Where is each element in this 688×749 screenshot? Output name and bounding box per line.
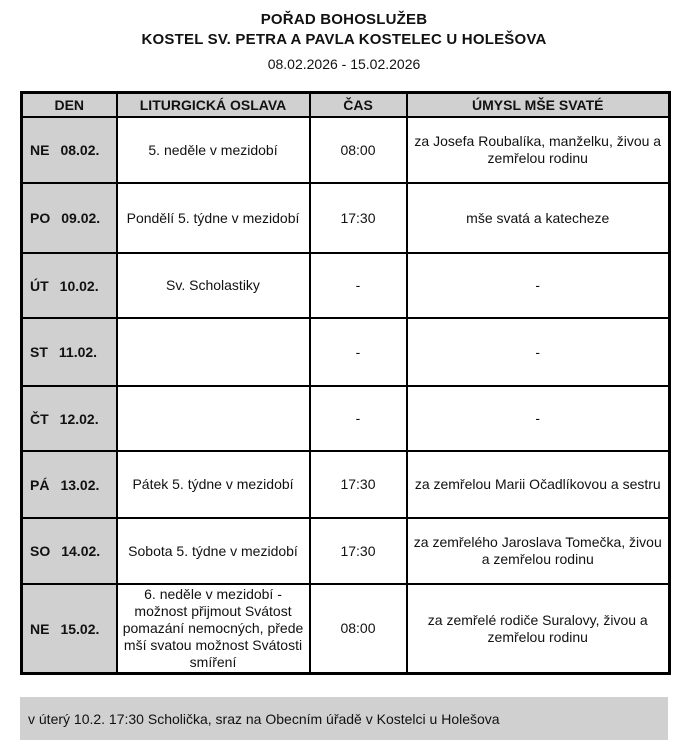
celebration-cell: Pátek 5. týdne v mezidobí [117,451,310,518]
day-cell [22,117,117,183]
intention-cell: - [407,253,670,318]
document-header [0,0,688,73]
day-date: 10.02. [59,277,99,294]
table-row [22,451,670,518]
page-title: POŘAD BOHOSLUŽEB [260,11,428,28]
schedule-table [20,91,671,675]
table-row [22,584,670,674]
intention-cell: - [407,386,670,451]
day-date: 08.02. [60,142,100,158]
day-date: 11.02. [58,344,98,360]
time-cell: 17:30 [310,451,407,518]
day-cell [22,386,117,451]
day-abbr: NE [30,142,50,158]
table-row [22,253,670,318]
day-date: 15.02. [60,620,100,637]
celebration-cell: Sv. Scholastiky [117,253,310,318]
intention-cell: za zemřelé rodiče Suralovy, živou a zemřelou rodinu [407,584,670,674]
col-header-intention: ÚMYSL MŠE SVATÉ [407,93,670,118]
table-header [22,93,670,118]
celebration-cell: 6. neděle v mezidobí - možnost přijmout Svátost pomazání nemocných, přede mší svatou možnost Svátosti smíření [117,584,310,674]
table-row [22,117,670,183]
time-cell: - [310,318,407,386]
day-cell [22,584,117,674]
day-cell [22,451,117,518]
table-row [22,518,670,584]
day-abbr: NE [30,620,50,637]
intention-cell: - [407,318,670,386]
table-body [22,117,670,674]
table-row [22,183,670,253]
time-cell: - [310,386,407,451]
intention-cell: mše svatá a katecheze [407,183,670,253]
celebration-cell [117,386,310,451]
day-abbr: PO [30,210,51,226]
day-abbr: ÚT [30,277,49,294]
col-header-day: DEN [22,93,117,118]
day-abbr: PÁ [30,476,50,493]
time-cell: 08:00 [310,117,407,183]
day-cell [22,183,117,253]
day-cell [22,253,117,318]
day-cell [22,318,117,386]
time-cell: 08:00 [310,584,407,674]
celebration-cell [117,318,310,386]
celebration-cell: Sobota 5. týdne v mezidobí [117,518,310,584]
table-row [22,386,670,451]
day-cell [22,518,117,584]
col-header-celebration: LITURGICKÁ OSLAVA [117,93,310,118]
footer-note-bar [20,697,668,740]
time-cell: 17:30 [310,518,407,584]
header-row [22,93,670,118]
intention-cell: za Josefa Roubalíka, manželku, živou a zemřelou rodinu [407,117,670,183]
time-cell: 17:30 [310,183,407,253]
day-date: 12.02. [59,410,99,427]
celebration-cell: 5. neděle v mezidobí [117,117,310,183]
day-date: 14.02. [61,543,101,559]
table-row [22,318,670,386]
day-date: 13.02. [60,476,100,493]
date-range: 08.02.2026 - 15.02.2026 [267,56,421,72]
day-abbr: SO [30,543,51,559]
church-name: KOSTEL SV. PETRA A PAVLA KOSTELEC U HOLEŠOVA [141,31,547,48]
day-abbr: ST [30,344,48,360]
intention-cell: za zemřelou Marii Očadlíkovou a sestru [407,451,670,518]
footer-note: v úterý 10.2. 17:30 Scholička, sraz na Obecním úřadě v Kostelci u Holešova [28,710,500,727]
celebration-cell: Pondělí 5. týdne v mezidobí [117,183,310,253]
col-header-time: ČAS [310,93,407,118]
intention-cell: za zemřelého Jaroslava Tomečka, živou a zemřelou rodinu [407,518,670,584]
day-date: 09.02. [61,210,101,226]
day-abbr: ČT [30,410,49,427]
time-cell: - [310,253,407,318]
